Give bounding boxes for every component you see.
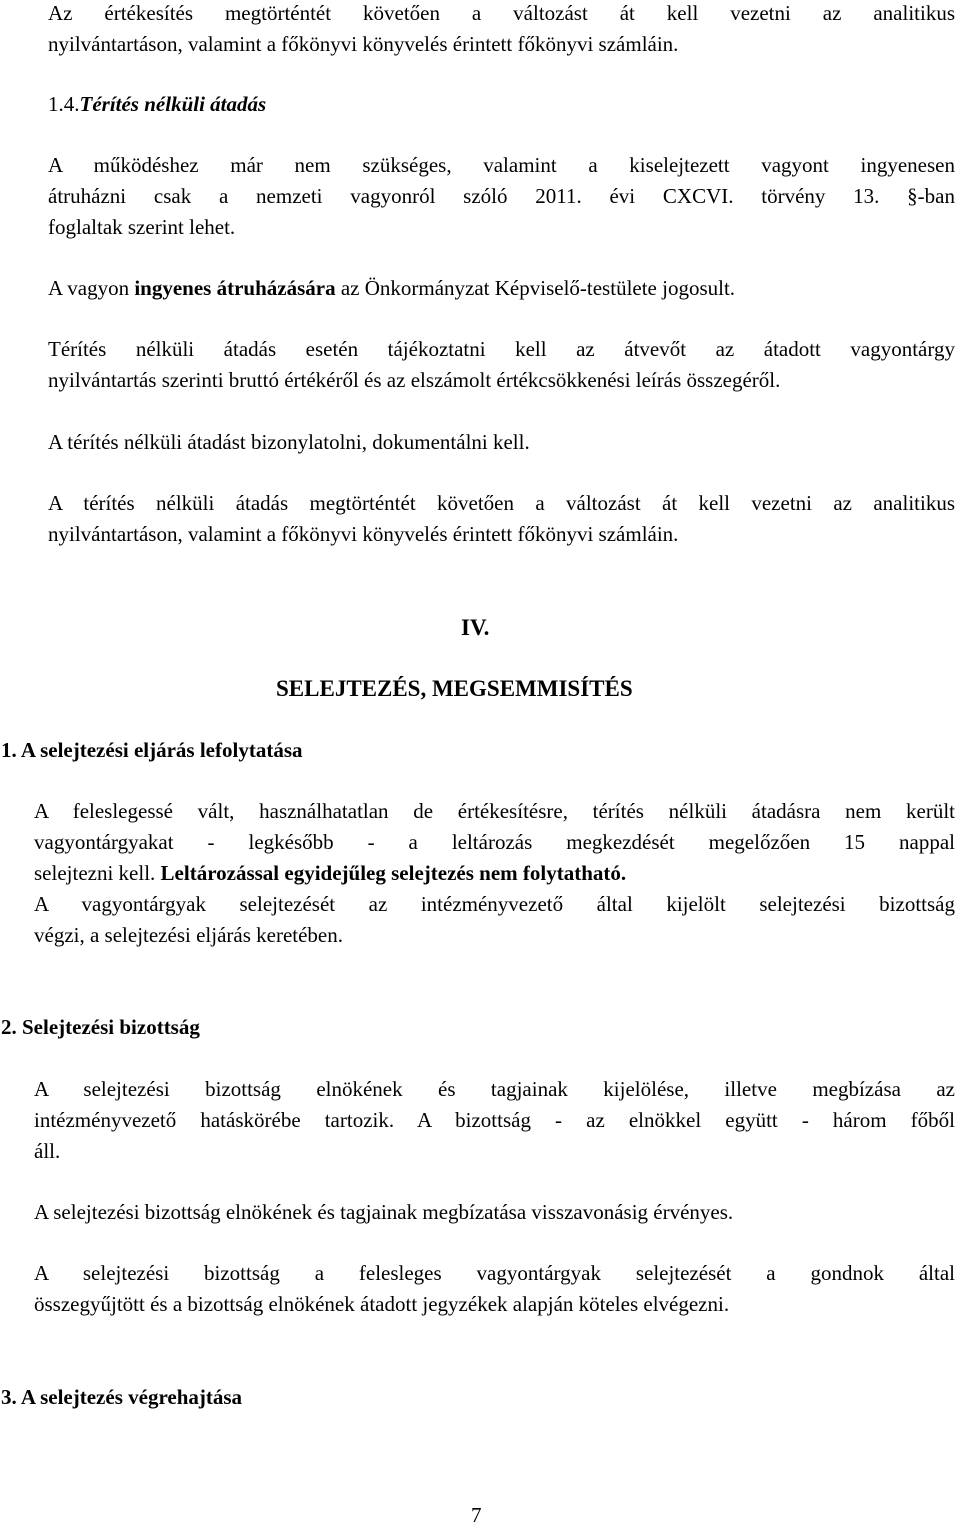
section-title: Térítés nélküli átadás: [79, 92, 267, 116]
section-heading-3: 3. A selejtezés végrehajtása: [1, 1385, 243, 1409]
paragraph-1-4-b: [48, 273, 955, 304]
text-line: vagyontárgyakat - legkésőbb - a leltározás megkezdését megelőzően 15 nappal: [34, 830, 955, 854]
text-line: nyilvántartáson, valamint a főkönyvi könyvelés érintett főkönyvi számláin.: [48, 522, 679, 546]
paragraph-section1-a: [34, 796, 955, 951]
text-line: intézményvezető hatáskörébe tartozik. A bizottság - az elnökkel együtt - három főből: [34, 1108, 955, 1132]
text-line: A működéshez már nem szükséges, valamint a kiselejtezett vagyont ingyenesen: [48, 153, 955, 177]
page-number: 7: [471, 1503, 482, 1527]
text-line: végzi, a selejtezési eljárás keretében.: [34, 923, 343, 947]
chapter-title: SELEJTEZÉS, MEGSEMMISÍTÉS: [276, 676, 633, 701]
text-line: Térítés nélküli átadás esetén tájékoztatni kell az átvevőt az átadott vagyontárgy: [48, 337, 955, 361]
section-heading-1: 1. A selejtezési eljárás lefolytatása: [1, 738, 303, 762]
text-line: áll.: [34, 1139, 61, 1163]
text-line: nyilvántartáson, valamint a főkönyvi könyvelés érintett főkönyvi számláin.: [48, 32, 679, 56]
text-run: A vagyon: [48, 276, 135, 300]
text-line: nyilvántartás szerinti bruttó értékéről és az elszámolt értékcsökkenési leírás összegéről.: [48, 368, 781, 392]
paragraph-section2-c: [34, 1258, 955, 1320]
text-run: az Önkormányzat Képviselő-testülete jogosult.: [335, 276, 736, 300]
text-line: A selejtezési bizottság elnökének és tagjainak megbízatása visszavonásig érvényes.: [34, 1200, 734, 1224]
text-line: A selejtezési bizottság elnökének és tagjainak kijelölése, illetve megbízása az: [34, 1077, 955, 1101]
text-line: A térítés nélküli átadás megtörténtét követően a változást át kell vezetni az analitikus: [48, 491, 955, 515]
paragraph-1-4-d: [48, 427, 955, 458]
text-line: Az értékesítés megtörténtét követően a változást át kell vezetni az analitikus: [48, 1, 955, 25]
paragraph-section2-b: [34, 1197, 955, 1228]
text-line: A feleslegessé vált, használhatatlan de értékesítésre, térítés nélküli átadásra nem került: [34, 799, 955, 823]
text-line: A térítés nélküli átadást bizonylatolni, dokumentálni kell.: [48, 430, 530, 454]
text-line: összegyűjtött és a bizottság elnökének átadott jegyzékek alapján köteles elvégezni.: [34, 1292, 730, 1316]
text-line: A selejtezési bizottság a felesleges vagyontárgyak selejtezését a gondnok által: [34, 1261, 955, 1285]
bold-text: Leltározással egyidejűleg selejtezés nem folytatható.: [160, 861, 627, 885]
paragraph-section2-a: [34, 1074, 955, 1167]
paragraph-intro: [48, 0, 955, 60]
bold-text: ingyenes átruházására: [134, 276, 336, 300]
paragraph-1-4-e: [48, 488, 955, 550]
section-heading-1-4: [48, 89, 955, 120]
text-line: A vagyontárgyak selejtezését az intézményvezető által kijelölt selejtezési bizottság: [34, 892, 955, 916]
text-line: foglaltak szerint lehet.: [48, 215, 236, 239]
chapter-number: IV.: [461, 615, 490, 640]
text-run: selejtezni kell.: [34, 861, 161, 885]
paragraph-1-4-c: [48, 334, 955, 396]
section-number: 1.4.: [48, 92, 80, 116]
paragraph-1-4-a: [48, 150, 955, 243]
text-line: átruházni csak a nemzeti vagyonról szóló 2011. évi CXCVI. törvény 13. §-ban: [48, 184, 955, 208]
section-heading-2: 2. Selejtezési bizottság: [1, 1015, 200, 1039]
